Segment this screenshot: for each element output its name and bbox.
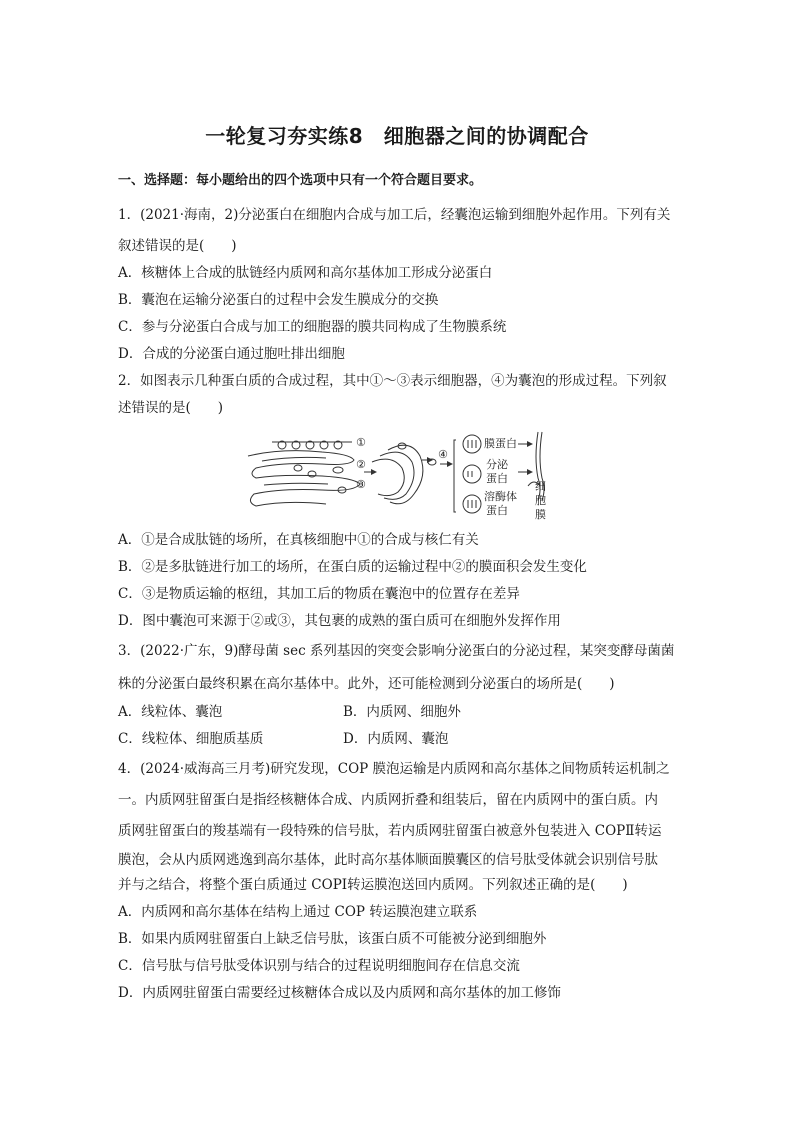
- label-organelle-3: ③: [356, 478, 366, 491]
- er-membrane: [248, 451, 360, 506]
- label-cell-membrane-3: 膜: [535, 508, 546, 521]
- q4-stem-line3: 质网驻留蛋白的羧基端有一段特殊的信号肽，若内质网驻留蛋白被意外包装进入 COPⅡ转运: [118, 823, 662, 839]
- q4-stem-line1: 4．(2024·威海高三月考)研究发现，COP 膜泡运输是内质网和高尔基体之间物质转运机制之: [118, 761, 670, 777]
- label-lysosomal-2: 蛋白: [486, 504, 508, 517]
- protein-synthesis-diagram: [242, 428, 560, 523]
- label-organelle-1: ①: [356, 436, 366, 449]
- q4-option-a: A．内质网和高尔基体在结构上通过 COP 转运膜泡建立联系: [118, 904, 478, 920]
- label-membrane-protein: 膜蛋白: [484, 437, 517, 450]
- q3-option-d: D．内质网、囊泡: [343, 731, 449, 747]
- q3-option-a: A．线粒体、囊泡: [118, 704, 223, 720]
- q3-stem-line2: 株的分泌蛋白最终积累在高尔基体中。此外，还可能检测到分泌蛋白的场所是( ): [118, 676, 615, 692]
- q2-stem-line2: 述错误的是( ): [118, 400, 224, 416]
- q4-stem-line5: 并与之结合，将整个蛋白质通过 COPⅠ转运膜泡送回内质网。下列叙述正确的是( ): [118, 877, 628, 893]
- q1-option-c: C．参与分泌蛋白合成与加工的细胞器的膜共同构成了生物膜系统: [118, 319, 507, 335]
- q4-option-b: B．如果内质网驻留蛋白上缺乏信号肽，该蛋白质不可能被分泌到细胞外: [118, 931, 547, 947]
- q3-option-c: C．线粒体、细胞质基质: [118, 731, 264, 747]
- q3-option-b: B．内质网、细胞外: [343, 704, 461, 720]
- q4-option-c: C．信号肽与信号肽受体识别与结合的过程说明细胞间存在信息交流: [118, 958, 520, 974]
- q1-option-b: B．囊泡在运输分泌蛋白的过程中会发生膜成分的交换: [118, 292, 439, 308]
- label-cell-membrane-1: 细: [535, 480, 546, 493]
- label-secretory-2: 蛋白: [486, 472, 508, 485]
- q1-option-d: D．合成的分泌蛋白通过胞吐排出细胞: [118, 346, 345, 362]
- section-heading: 一、选择题：每小题给出的四个选项中只有一个符合题目要求。: [118, 173, 483, 188]
- q4-stem-line4: 膜泡，会从内质网逃逸到高尔基体，此时高尔基体顺面膜囊区的信号肽受体就会识别信号肽: [118, 852, 658, 868]
- q2-stem-line1: 2．如图表示几种蛋白质的合成过程，其中①～③表示细胞器，④为囊泡的形成过程。下列叙: [118, 373, 667, 389]
- q1-option-a: A．核糖体上合成的肽链经内质网和高尔基体加工形成分泌蛋白: [118, 265, 493, 281]
- q1-stem-line2: 叙述错误的是( ): [118, 238, 237, 254]
- label-organelle-2: ②: [356, 458, 366, 471]
- q2-option-a: A．①是合成肽链的场所，在真核细胞中①的合成与核仁有关: [118, 532, 479, 548]
- q1-stem-line1: 1．(2021·海南，2)分泌蛋白在细胞内合成与加工后，经囊泡运输到细胞外起作用。下列有关: [118, 207, 671, 223]
- label-cell-membrane-2: 胞: [535, 494, 546, 507]
- label-lysosomal-1: 溶酶体: [484, 490, 517, 503]
- q2-option-d: D．图中囊泡可来源于②或③，其包裹的成熟的蛋白质可在细胞外发挥作用: [118, 613, 561, 629]
- page-title: 一轮复习夯实练8 细胞器之间的协调配合: [205, 124, 589, 148]
- q3-stem-line1: 3．(2022·广东，9)酵母菌 sec 系列基因的突变会影响分泌蛋白的分泌过程，某突变酵母菌菌: [118, 643, 675, 659]
- label-vesicle-formation: ④: [438, 448, 448, 461]
- q4-stem-line2: 一。内质网驻留蛋白是指经核糖体合成、内质网折叠和组装后，留在内质网中的蛋白质。内: [118, 792, 658, 808]
- label-secretory-1: 分泌: [486, 458, 508, 471]
- q2-option-b: B．②是多肽链进行加工的场所，在蛋白质的运输过程中②的膜面积会发生变化: [118, 559, 587, 575]
- q2-option-c: C．③是物质运输的枢纽，其加工后的物质在囊泡中的位置存在差异: [118, 586, 520, 602]
- q4-option-d: D．内质网驻留蛋白需要经过核糖体合成以及内质网和高尔基体的加工修饰: [118, 985, 561, 1001]
